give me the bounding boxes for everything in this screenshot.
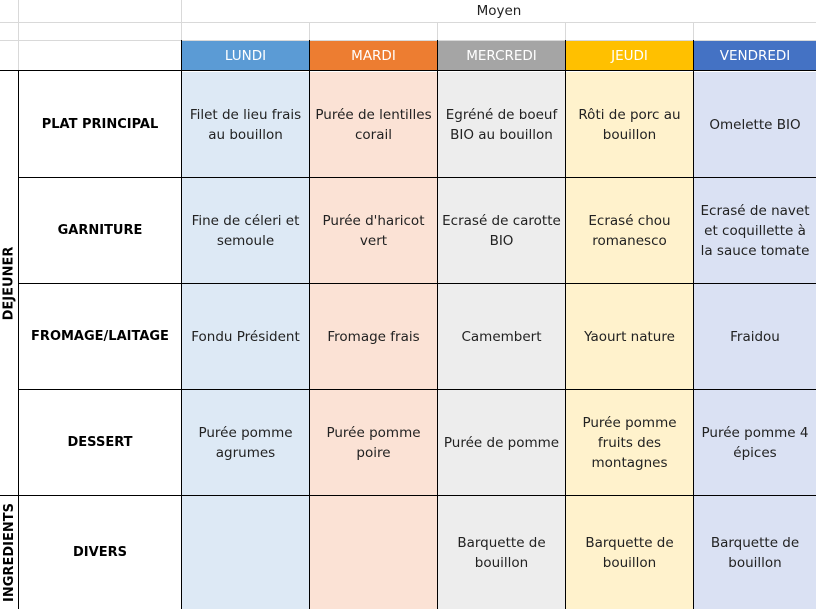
group-label-ingredients-text: INGREDIENTS <box>1 502 17 602</box>
border-line <box>18 283 816 284</box>
menu-cell[interactable] <box>310 72 437 177</box>
menu-cell[interactable] <box>694 284 816 389</box>
menu-cell-text: Fromage frais <box>327 328 420 345</box>
menu-cell-text: Omelette BIO <box>709 116 801 133</box>
menu-cell[interactable] <box>566 284 693 389</box>
menu-cell-text: Barquette de bouillon <box>457 534 546 571</box>
menu-cell[interactable] <box>182 178 309 283</box>
menu-cell-text: Purée de pomme <box>443 434 560 451</box>
menu-cell[interactable] <box>694 178 816 283</box>
row-label[interactable] <box>19 284 181 389</box>
menu-cell[interactable] <box>438 72 565 177</box>
menu-cell[interactable] <box>310 390 437 495</box>
grid-line <box>181 0 182 40</box>
row-label-text: DESSERT <box>67 435 133 450</box>
menu-cell-text: Purée de lentilles corail <box>315 106 432 143</box>
group-label-dejeuner-text: DEJEUNER <box>1 246 17 320</box>
menu-cell[interactable] <box>438 496 565 609</box>
menu-cell-text: Purée pomme poire <box>326 424 421 461</box>
menu-cell-text: Purée pomme agrumes <box>198 424 293 461</box>
menu-cell-text: Rôti de porc au bouillon <box>578 106 681 143</box>
menu-cell[interactable] <box>694 496 816 609</box>
menu-cell[interactable] <box>310 178 437 283</box>
menu-cell[interactable] <box>566 178 693 283</box>
menu-cell[interactable] <box>310 496 437 609</box>
day-header-vendredi[interactable] <box>694 41 816 71</box>
menu-cell[interactable] <box>182 284 309 389</box>
menu-cell-text: Ecrasé de navet et coquillette à la sauce tomate <box>700 202 810 259</box>
menu-cell[interactable] <box>438 284 565 389</box>
menu-cell[interactable] <box>694 72 816 177</box>
border-line <box>18 177 816 178</box>
day-header-jeudi[interactable] <box>566 41 693 71</box>
menu-cell[interactable] <box>566 72 693 177</box>
grid-line <box>565 22 566 40</box>
menu-cell[interactable] <box>182 496 309 609</box>
row-label-text: FROMAGE/LAITAGE <box>31 329 169 344</box>
day-header-mardi[interactable] <box>310 41 437 71</box>
menu-cell-text: Barquette de bouillon <box>585 534 674 571</box>
grid-line <box>309 22 310 40</box>
group-label-dejeuner[interactable] <box>0 71 18 495</box>
menu-cell[interactable] <box>694 390 816 495</box>
menu-cell-text: Filet de lieu frais au bouillon <box>189 106 302 143</box>
menu-cell[interactable] <box>566 496 693 609</box>
menu-cell-text: Egréné de boeuf BIO au bouillon <box>445 106 558 143</box>
row-label-text: DIVERS <box>73 545 127 560</box>
row-label-text: GARNITURE <box>57 223 143 238</box>
menu-cell-text: Yaourt nature <box>584 328 675 345</box>
grid-line <box>437 22 438 40</box>
grid-line <box>693 22 694 40</box>
border-line <box>309 40 310 71</box>
day-header-label: JEUDI <box>611 48 648 64</box>
menu-cell[interactable] <box>566 390 693 495</box>
day-header-lundi[interactable] <box>182 41 309 71</box>
border-line <box>693 40 694 609</box>
row-label[interactable] <box>19 390 181 495</box>
border-line <box>181 40 182 609</box>
border-line <box>565 40 566 609</box>
row-label[interactable] <box>19 72 181 177</box>
menu-cell-text: Fondu Président <box>191 328 300 345</box>
day-header-mercredi[interactable] <box>438 41 565 71</box>
row-label-text: PLAT PRINCIPAL <box>41 117 159 132</box>
menu-cell-text: Fine de céleri et semoule <box>191 212 300 249</box>
menu-cell-text: Ecrasé de carotte BIO <box>442 212 561 249</box>
menu-cell-text: Purée d'haricot vert <box>322 212 425 249</box>
menu-cell-text: Fraidou <box>730 328 780 345</box>
menu-cell-text: Ecrasé chou romanesco <box>588 212 671 249</box>
border-line <box>437 40 438 609</box>
menu-cell-text: Purée pomme 4 épices <box>701 424 809 461</box>
row-label[interactable] <box>19 496 181 609</box>
day-header-label: MERCREDI <box>466 48 537 64</box>
border-line <box>309 40 310 609</box>
border-line <box>18 389 816 390</box>
sheet-title: Moyen <box>476 3 522 19</box>
menu-cell-text: Camembert <box>461 328 542 345</box>
day-header-label: LUNDI <box>224 48 267 64</box>
menu-cell-text: Purée pomme fruits des montagnes <box>582 414 677 471</box>
menu-cell[interactable] <box>182 390 309 495</box>
menu-cell[interactable] <box>438 390 565 495</box>
border-line <box>18 70 19 609</box>
group-label-ingredients[interactable] <box>0 495 18 609</box>
menu-cell[interactable] <box>182 72 309 177</box>
grid-line <box>18 0 19 71</box>
menu-cell[interactable] <box>310 284 437 389</box>
title-cell[interactable] <box>182 0 816 22</box>
row-label[interactable] <box>19 178 181 283</box>
menu-cell-text: Barquette de bouillon <box>710 534 800 571</box>
menu-cell[interactable] <box>438 178 565 283</box>
day-header-label: VENDREDI <box>719 48 791 64</box>
day-header-label: MARDI <box>351 48 396 64</box>
